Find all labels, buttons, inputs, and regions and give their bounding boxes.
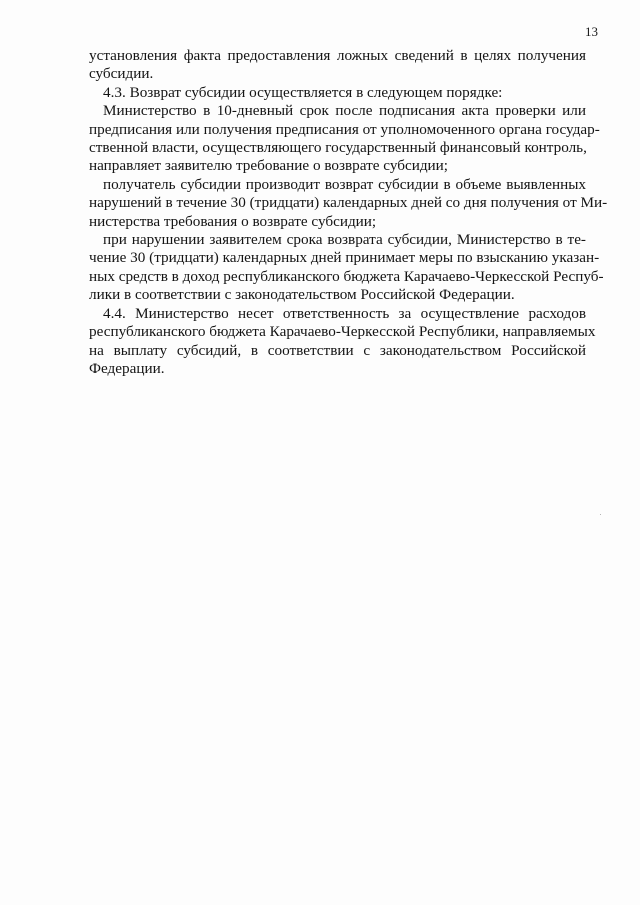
text-line: получатель субсидии производит возврат субсидии в объеме выявленных: [103, 175, 586, 193]
text-line: на выплату субсидий, в соответствии с законодательством Российской: [89, 341, 586, 359]
text-line: чение 30 (тридцати) календарных дней принимает меры по взысканию указан-: [89, 249, 600, 267]
scan-speck: [600, 514, 601, 515]
paragraph-continuation: [89, 47, 586, 84]
text-line: нистерства требования о возврате субсидии;: [89, 212, 377, 230]
text-line: направляет заявителю требование о возврате субсидии;: [89, 157, 449, 175]
text-line: при нарушении заявителем срока возврата субсидии, Министерство в те-: [103, 231, 586, 249]
paragraph-recipient-return: [89, 175, 608, 231]
text-line: субсидии.: [89, 65, 154, 83]
paragraph-violation-deadline: [89, 231, 604, 305]
text-line: республиканского бюджета Карачаево-Черкесской Республики, направляемых: [89, 323, 596, 341]
page-number: 13: [585, 24, 598, 39]
text-line: ственной власти, осуществляющего государственный финансовый контроль,: [89, 139, 587, 157]
text-line: Федерации.: [89, 359, 165, 377]
paragraph-ministry-demand: [89, 102, 600, 176]
section-heading-4-3: 4.3. Возврат субсидии осуществляется в следующем порядке:: [103, 83, 503, 101]
text-line: установления факта предоставления ложных сведений в целях получения: [89, 47, 586, 64]
text-line: Министерство в 10-дневный срок после подписания акта проверки или: [103, 102, 586, 120]
paragraph-section-4-4: [89, 304, 596, 379]
text-line: ных средств в доход республиканского бюджета Карачаево-Черкесской Респуб-: [89, 267, 604, 285]
document-body: [89, 47, 608, 378]
text-line: предписания или получения предписания от уполномоченного органа государ-: [89, 120, 600, 138]
paragraph-section-4-3: [89, 84, 586, 102]
section-heading-4-4: 4.4. Министерство несет ответственность за осуществление расходов: [103, 304, 586, 322]
text-line: нарушений в течение 30 (тридцати) календарных дней со дня получения от Ми-: [89, 194, 608, 212]
text-line: лики в соответствии с законодательством Российской Федерации.: [89, 286, 515, 304]
